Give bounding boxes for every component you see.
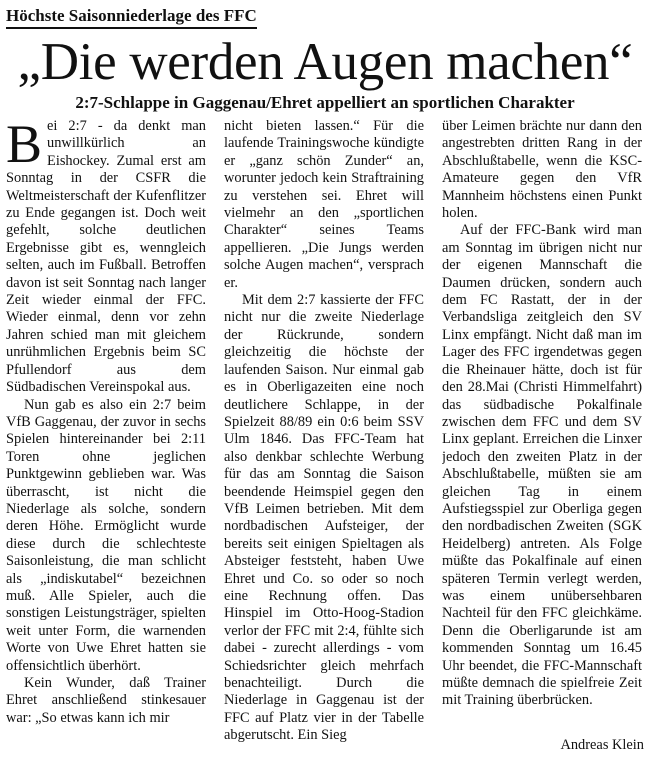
drop-cap: B	[6, 118, 43, 174]
paragraph: Nun gab es also ein 2:7 beim VfB Gaggenau, der zuvor in sechs Spielen hintereinander bei 2:11 Toren ohne jeglichen Punktgewinn geblieben war. Was überrascht, ist nicht die Niederlage als solche, sondern deren Höhe. Ermöglicht wurde diese durch die schlechteste Saisonleistung, die man schlicht als „indiskutabel“ bezeichnen muß. Alle Spieler, auch die sonstigen Leistungsträger, spielten weit unter Form, die warnenden Worte von Uwe Ehret hatten sie offensichtlich überhört.	[6, 396, 206, 674]
paragraph: Kein Wunder, daß Trainer Ehret anschließend stinkesauer war: „So etwas kann ich mir	[6, 675, 206, 726]
paragraph: nicht bieten lassen.“ Für die laufende Trainingswoche kündigte er „ganz schön Zunder“ an, worunter jedoch kein Straftraining zu verstehen sei. Ehret will vielmehr an den „sportlichen Charakter“ seines Teams appellieren. „Die Jungs werden solche Augen machen“, versprach er.	[224, 118, 424, 291]
article-subheadline: 2:7-Schlappe in Gaggenau/Ehret appelliert an sportlichen Charakter	[75, 93, 575, 112]
paragraph: über Leimen brächte nur dann den angestrebten dritten Rang in der Abschlußtabelle, wenn die KSC-Amateure gegen den VfR Mannheim höchstens einen Punkt holen.	[442, 118, 642, 222]
paragraph	[6, 118, 206, 397]
article-column-3	[442, 118, 642, 748]
article-kicker: Höchste Saisonniederlage des FFC	[6, 6, 257, 29]
paragraph: Auf der FFC-Bank wird man am Sonntag im übrigen nicht nur der eigenen Mannschaft die Daumen drücken, sondern auch dem FC Rastatt, der in der Verbandsliga zeitgleich den SV Linx empfängt. Nicht daß man im Lager des FFC irgendetwas gegen die Rheinauer hätte, doch ist für den 28.Mai (Christi Himmelfahrt) das südbadische Pokalfinale zwischen dem FFC und dem SV Linx geplant. Erreichen die Linxer jedoch den zweiten Platz in der Abschlußtabelle, müßten sie am gleichen Tag in einem Aufstiegsspiel zur Oberliga gegen den nordbadischen Zweiten (SGK Heidelberg) antreten. Als Folge müßte das Pokalfinale auf einen späteren Termin verlegt werden, was einem unübersehbaren Nachteil für den FFC gleichkäme. Denn die Oberligarunde ist am kommenden Sonntag um 16.45 Uhr beendet, die FFC-Mannschaft müßte demnach die spielfreie Zeit mit Training überbrücken.	[442, 222, 642, 709]
article-author: Andreas Klein	[560, 737, 644, 753]
article-column-1	[6, 118, 206, 748]
paragraph-text: ei 2:7 - da denkt man unwillkürlich an Eishockey. Zumal erst am Sonntag in der CSFR die Weltmeisterschaft der Kufenflitzer zu Ende gegangen ist. Doch weit gefehlt, solche deutlichen Ergebnisse gibt es, wenngleich selten, auch im Fußball. Betroffen davon ist seit Sonntag nach langer Zeit wieder einmal der FFC. Wieder einmal, denn vor zehn Jahren schied man mit gleichem unrühmlichen Ergebnis beim SC Pfullendorf aus dem Südbadischen Vereinspokal aus.	[6, 118, 206, 396]
article-column-2	[224, 118, 424, 748]
article-headline: „Die werden Augen machen“	[17, 33, 633, 91]
paragraph: Mit dem 2:7 kassierte der FFC nicht nur die zweite Niederlage der Rückrunde, sondern gleichzeitig die höchste der laufenden Saison. Nur einmal gab es in Oberligazeiten eine noch deutlichere Schlappe, in der Spielzeit 88/89 ein 0:6 beim SSV Ulm 1846. Das FFC-Team hat also denkbar schlechte Werbung für das am Sonntag die Saison beendende Heimspiel gegen den VfB Leimen betrieben. Mit dem nordbadischen Aufsteiger, der bereits seit einigen Spieltagen als Absteiger feststeht, haben Uwe Ehret und Co. so oder so noch eine Rechnung offen. Das Hinspiel im Otto-Hoog-Stadion verlor der FFC mit 2:4, fühlte sich dabei - zurecht allerdings - vom Schiedsrichter gleich mehrfach benachteiligt. Durch die Niederlage in Gaggenau ist der FFC auf Platz vier in der Tabelle abgerutscht. Ein Sieg	[224, 292, 424, 744]
